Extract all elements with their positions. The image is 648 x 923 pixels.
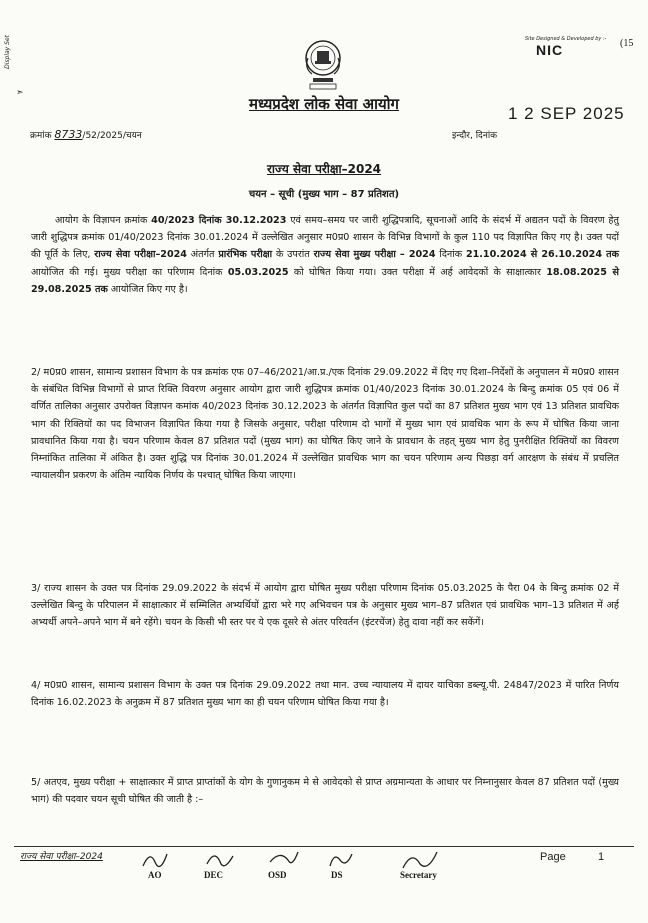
signatory-osd: OSD [268, 870, 287, 880]
corner-number: (15 [620, 38, 634, 49]
place-date-label: इन्दौर, दिनांक [452, 131, 498, 141]
footer-exam-name: राज्य सेवा परीक्षा–2024 [20, 852, 103, 862]
page-label: Page [540, 851, 566, 863]
nic-logo: NIC [536, 42, 564, 58]
initial-signature-osd [266, 848, 300, 872]
exam-title: राज्य सेवा परीक्षा–2024 [266, 162, 382, 176]
initial-signature-dec [203, 848, 237, 872]
paragraph-1: आयोग के विज्ञापन क्रमांक 40/2023 दिनांक 30.12.2023 एवं समय–समय पर जारी शुद्धिपत्रादि, सूचनाओं आदि के संदर्भ में अद्यतन पदों के विवरण हेतु जारी शुद्धिपत्र क्रमांक 01/40/2023 दिनांक 30.01.2024 में उल्लेखित अनुसार म0प्र0 शासन के विभिन्न विभागों के कुल 110 पद विज्ञापित किए गए है। उक्त पदों की पूर्ति के लिए, राज्य सेवा परीक्षा–2024 अंतर्गत प्रारंभिक परीक्षा के उपरांत राज्य सेवा मुख्य परीक्षा – 2024 दिनांक 21.10.2024 से 26.10.2024 तक आयोजित की गई। मुख्य परीक्षा का परिणाम दिनांक 05.03.2025 को घोषित किया गया। उक्त परीक्षा में अर्ह आवेदकों के साक्षात्कार 18.08.2025 से 29.08.2025 तक आयोजित किए गए है। [31, 215, 619, 295]
date-stamp: 1 2 SEP 2025 [508, 104, 625, 123]
cursor-icon: ➣ [16, 88, 24, 98]
signatory-ds: DS [331, 870, 343, 880]
paragraph-2: 2/ म0प्र0 शासन, सामान्य प्रशासन विभाग के पत्र क्रमांक एफ 07–46/2021/आ.प्र./एक दिनांक 29.09.2022 में दिए गए दिशा–निर्देशों के अनुपालन में म0प्र0 शासन के संबंधित विभिन्न विभागों से प्राप्त रिक्ति विवरण अनुसार आयोग द्वारा जारी शुद्धिपत्र क्रमांक 01/40/2023 दिनांक 30.01.2024 के बिन्दु क्रमांक 05 एवं 06 में वर्णित तालिका अनुसार उपरोक्त विज्ञापन कमांक 40/2023 दिनांक 30.12.2023 के अंतर्गत विज्ञापित कुल पदों का 87 प्रतिशत मुख्य भाग एवं 13 प्रतिशत प्रावधिक भाग की रिक्तियों का पद विभाजन विज्ञापित किया गया है जिसके अनुसार, परीक्षा परिणाम दो भागों में मुख्य भाग एवं प्रावधिक भाग के रूप में घोषित किया जाना प्रावधानित किया गया है। चयन परिणाम केवल 87 प्रतिशत पदों (मुख्य भाग) का घोषित किए जाने के प्रावधान के तहत् मुख्य भाग हेतु पुनरीक्षित रिक्तियों का विवरण निम्नांकित तालिका में अंकित है। उक्त शुद्धि पत्र दिनांक 30.01.2024 में उल्लेखित प्रावधिक भाग का चयन परिणाम अन्य पिछड़ा वर्ग आरक्षण के संबंध में प्रचलित न्यायालयीन प्रकरण के अंतिम न्यायिक निर्णय के पश्चात् घोषित किया जाएगा। [31, 367, 619, 482]
paragraph-4: 4/ म0प्र0 शासन, सामान्य प्रशासन विभाग के उक्त पत्र दिनांक 29.09.2022 तथा मान. उच्च न्यायालय में दायर याचिका डब्ल्यू.पी. 24847/2023 में पारित निर्णय दिनांक 16.02.2023 के अनुक्रम में 87 प्रतिशत मुख्य भाग का ही चयन परिणाम घोषित किया गया है। [31, 680, 619, 709]
signatory-ao: AO [148, 870, 162, 880]
initial-signature-ao [140, 848, 170, 872]
paragraph-3: 3/ राज्य शासन के उक्त पत्र दिनांक 29.09.2022 के संदर्भ में आयोग द्वारा घोषित मुख्य परीक्षा परिणाम दिनांक 05.03.2025 के पैरा 04 के बिन्दु क्रमांक 02 में उल्लेखित बिन्दु के परिपालन में साक्षात्कार में सम्मिलित अभ्यर्थियों द्वारा भरे गए अभिवचन पत्र के अनुसार मुख्य भाग–87 प्रतिशत एवं प्रावधिक भाग–13 प्रतिशत में अर्ह अभ्यर्थी अपने–अपने भाग में बने रहेंगे। चयन के किसी भी स्तर पर ये एक दूसरे से अंतर परिवर्तन (इंटरचेंज) हेतु दावा नहीं कर सकेंगें। [31, 583, 619, 629]
nic-tagline: Site Designed & Developed by :- [525, 36, 607, 42]
side-stamp: Display Set [4, 35, 11, 69]
ref-suffix: /52/2025/चयन [82, 131, 142, 141]
ref-handwritten-number: 8733 [54, 128, 83, 141]
state-emblem-icon [300, 38, 346, 92]
organization-name: मध्यप्रदेश लोक सेवा आयोग [249, 95, 399, 113]
signatory-secretary: Secretary [400, 870, 437, 880]
signatory-dec: DEC [204, 870, 224, 880]
reference-number [30, 128, 142, 141]
ref-label: क्रमांक [30, 131, 52, 141]
list-title: चयन – सूची (मुख्य भाग – 87 प्रतिशत) [248, 189, 400, 200]
page-number: 1 [598, 851, 605, 863]
paragraph-5: 5/ अतएव, मुख्य परीक्षा + साक्षात्कार में प्राप्त प्राप्तांकों के योग के गुणानुकम मे से आवेदको से प्राप्त अग्रमान्यता के आधार पर निम्नानुसार केवल 87 प्रतिशत पदों (मुख्य भाग) की पदवार चयन सूची घोषित की जाती है :– [31, 777, 619, 806]
initial-signature-ds [326, 848, 356, 872]
footer-divider [14, 846, 634, 847]
